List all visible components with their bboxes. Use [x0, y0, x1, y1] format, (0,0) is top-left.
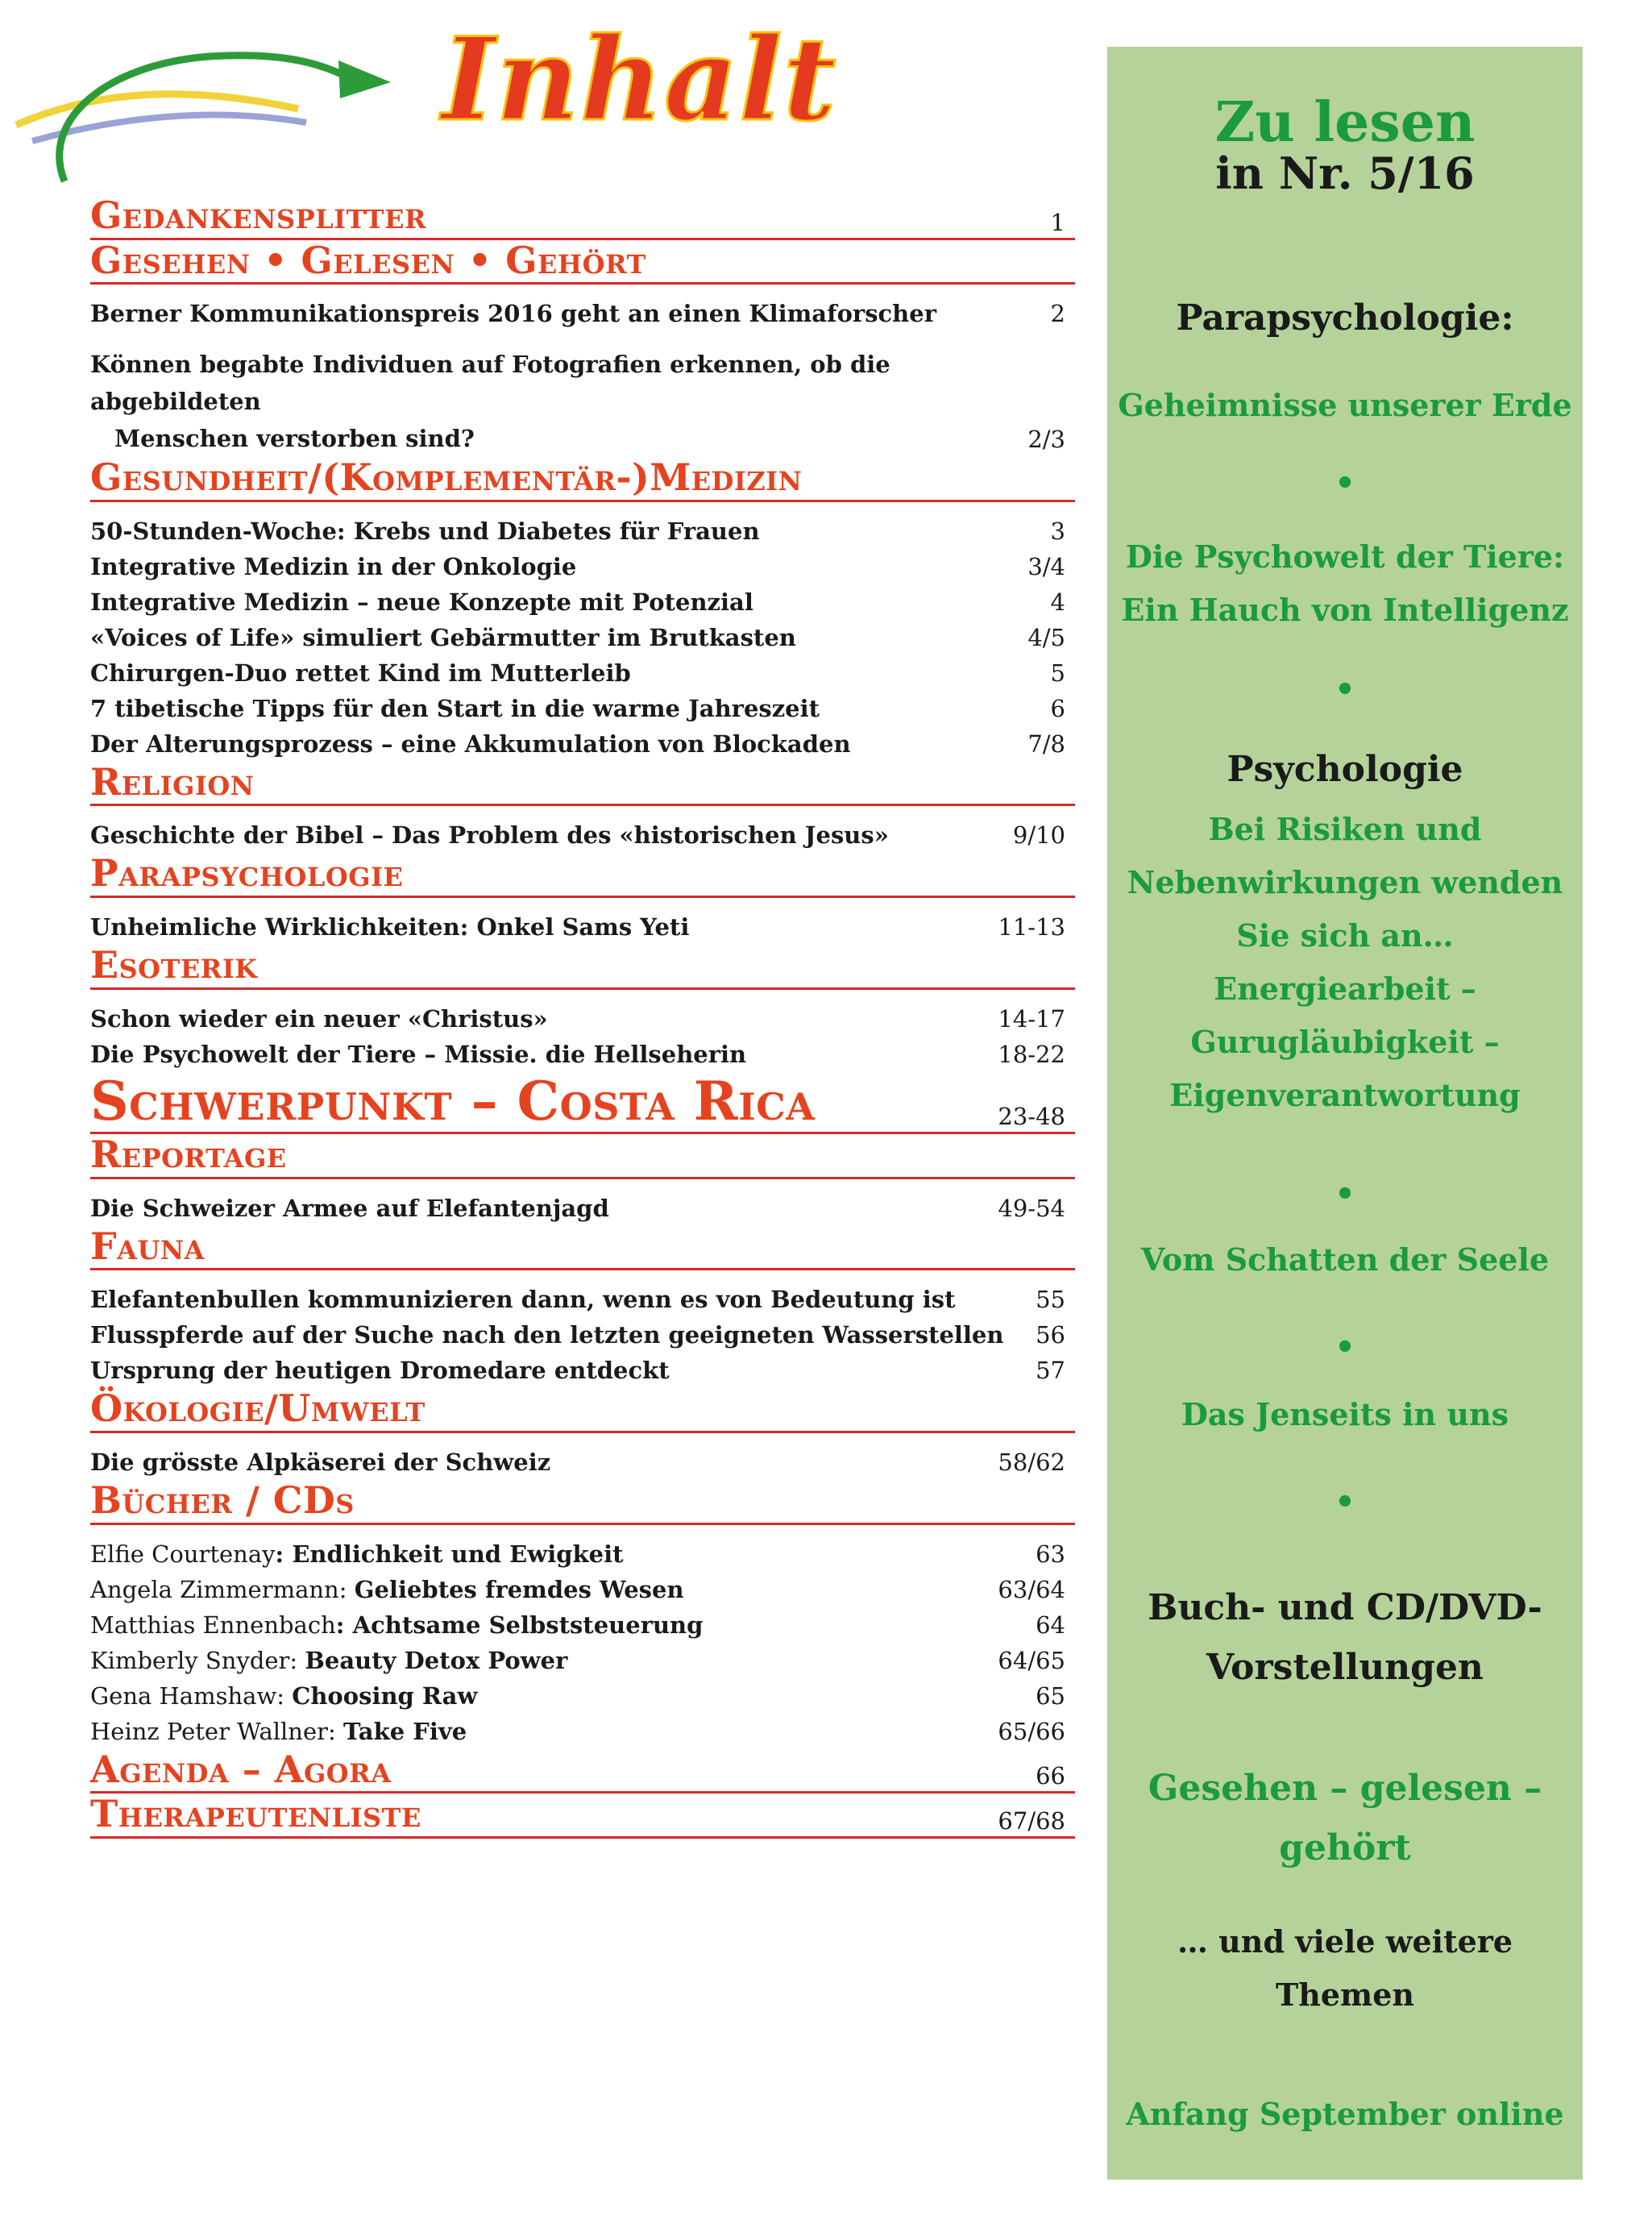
- section-page-number: 67/68: [998, 1806, 1065, 1835]
- entry-page-number: 64/65: [998, 1646, 1065, 1674]
- section-heading: [90, 1794, 1075, 1839]
- sidebar-item: Das Jenseits in uns: [1181, 1396, 1509, 1432]
- sidebar-more: Themen: [1275, 1977, 1415, 2013]
- sidebar-item: Geheimnisse unserer Erde: [1118, 387, 1572, 423]
- section-title: Schwerpunkt – Costa Rica: [90, 1069, 816, 1133]
- section-title: Reportage: [90, 1133, 287, 1177]
- entry-page-number: 58/62: [998, 1448, 1065, 1476]
- sidebar-category-psychologie: Psychologie: [1227, 749, 1463, 790]
- sidebar-item: Gesehen – gelesen –: [1148, 1768, 1542, 1809]
- list-item: [90, 1282, 1075, 1317]
- list-item: [90, 1607, 1075, 1643]
- toc-section: [90, 1388, 1075, 1480]
- entry-title: [90, 1714, 998, 1749]
- entry-text: Ursprung der heutigen Dromedare entdeckt: [90, 1357, 670, 1385]
- entry-text: : Endlichkeit und Ewigkeit: [275, 1540, 624, 1568]
- list-item: [90, 1001, 1075, 1037]
- section-title: Ökologie/Umwelt: [90, 1386, 425, 1431]
- entry-text: Geschichte der Bibel – Das Problem des «historischen Jesus»: [90, 821, 889, 850]
- list-item: [90, 296, 1075, 331]
- entry-title: [90, 1353, 1036, 1388]
- list-item: [90, 1317, 1075, 1353]
- section-title: Fauna: [90, 1224, 205, 1268]
- entry-page-number: 64: [1036, 1611, 1065, 1639]
- sidebar-item: Gurugläubigkeit –: [1190, 1024, 1500, 1060]
- entry-page-number: 63: [1036, 1540, 1065, 1568]
- entry-page-number: 4: [1050, 588, 1065, 616]
- entry-text: : Achtsame Selbststeuerung: [335, 1611, 704, 1639]
- toc-section: [90, 1480, 1075, 1749]
- list-item: [90, 1444, 1075, 1480]
- entry-text: Schon wieder ein neuer «Christus»: [90, 1004, 548, 1033]
- section-title: Therapeutenliste: [90, 1792, 421, 1836]
- entry-page-number: 14-17: [998, 1004, 1065, 1033]
- section-title: Esoterik: [90, 942, 258, 987]
- section-page-number: 66: [1036, 1762, 1065, 1790]
- list-item: [90, 655, 1075, 691]
- entry-page-number: 3/4: [1027, 552, 1065, 580]
- entry-list: [90, 502, 1075, 762]
- entry-page-number: 7/8: [1027, 730, 1065, 758]
- section-heading: [90, 1749, 1075, 1794]
- list-item: [90, 620, 1075, 655]
- list-item: [90, 1572, 1075, 1607]
- sidebar-more: … und viele weitere: [1177, 1923, 1513, 1960]
- entry-page-number: 57: [1036, 1357, 1065, 1385]
- entry-text: Berner Kommunikationspreis 2016 geht an einen Klimaforscher: [90, 300, 936, 328]
- entry-list: [90, 898, 1075, 945]
- entry-page-number: 55: [1036, 1286, 1065, 1314]
- toc-section: [90, 1226, 1075, 1389]
- entry-page-number: 49-54: [998, 1194, 1065, 1222]
- section-heading: [90, 942, 1075, 990]
- swoosh-logo-icon: [8, 32, 395, 185]
- entry-page-number: 63/64: [998, 1575, 1065, 1603]
- entry-page-number: 65: [1036, 1681, 1065, 1710]
- entry-text: Chirurgen-Duo rettet Kind im Mutterleib: [90, 659, 631, 687]
- entry-page-number: 4/5: [1027, 623, 1065, 651]
- entry-title: [90, 346, 1027, 457]
- section-heading: [90, 1069, 1075, 1135]
- toc-section: [90, 942, 1075, 1072]
- sidebar-item: Eigenverantwortung: [1169, 1077, 1521, 1113]
- entry-title: [90, 1536, 1036, 1572]
- entry-page-number: 2/3: [1027, 426, 1065, 454]
- section-title: Agenda – Agora: [90, 1747, 392, 1791]
- entry-author: Gena Hamshaw:: [90, 1681, 293, 1710]
- sidebar-online-note: Anfang September online: [1126, 2096, 1564, 2132]
- entry-title: [90, 1643, 998, 1678]
- section-heading: [90, 759, 1075, 807]
- list-item: [90, 549, 1075, 584]
- table-of-contents: [90, 195, 1075, 1839]
- list-item: [90, 584, 1075, 620]
- section-heading: [90, 240, 1075, 285]
- toc-section: [90, 1069, 1075, 1135]
- section-heading: [90, 1226, 1075, 1271]
- section-title: Gesehen • Gelesen • Gehört: [90, 238, 646, 282]
- sidebar-item: Nebenwirkungen wenden: [1127, 864, 1563, 900]
- entry-text: Die Schweizer Armee auf Elefantenjagd: [90, 1194, 609, 1222]
- page-title: Inhalt: [442, 13, 837, 147]
- preview-sidebar: [1107, 47, 1583, 2180]
- entry-title: [90, 1678, 1036, 1714]
- sidebar-item: Ein Hauch von Intelligenz: [1121, 592, 1569, 628]
- toc-section: [90, 457, 1075, 762]
- entry-text: Integrative Medizin – neue Konzepte mit Potenzial: [90, 588, 753, 616]
- entry-list: [90, 1525, 1075, 1749]
- entry-title: [90, 1191, 998, 1226]
- list-item: [90, 1037, 1075, 1072]
- sidebar-item: Sie sich an…: [1236, 917, 1454, 954]
- section-page-number: 23-48: [998, 1103, 1065, 1131]
- section-heading: [90, 853, 1075, 898]
- entry-title: [90, 620, 1027, 655]
- entry-list: [90, 1270, 1075, 1388]
- section-heading: [90, 195, 1075, 240]
- bullet-icon: •: [1334, 1328, 1355, 1366]
- entry-page-number: 65/66: [998, 1717, 1065, 1745]
- entry-text: Choosing Raw: [292, 1681, 478, 1710]
- entry-text: 50-Stunden-Woche: Krebs und Diabetes für Frauen: [90, 517, 760, 545]
- sidebar-heading: Zu lesen: [1214, 90, 1476, 155]
- entry-page-number: 6: [1050, 694, 1065, 722]
- toc-section: [90, 195, 1075, 240]
- section-title: Bücher / CDs: [90, 1478, 355, 1522]
- entry-title: [90, 296, 1051, 331]
- entry-page-number: 2: [1050, 300, 1065, 328]
- bullet-icon: •: [1334, 1175, 1355, 1213]
- sidebar-category-parapsychologie: Parapsychologie:: [1176, 297, 1514, 339]
- entry-author: Angela Zimmermann:: [90, 1575, 355, 1603]
- entry-title: [90, 513, 1051, 549]
- sidebar-item: Die Psychowelt der Tiere:: [1125, 538, 1565, 575]
- entry-list: [90, 806, 1075, 853]
- sidebar-issue: in Nr. 5/16: [1215, 148, 1475, 199]
- entry-text: Der Alterungsprozess – eine Akkumulation von Blockaden: [90, 730, 851, 758]
- entry-author: Kimberly Snyder:: [90, 1646, 305, 1674]
- section-title: Gesundheit/(Komplementär-)Medizin: [90, 455, 803, 500]
- entry-title: [90, 726, 1027, 762]
- list-item: [90, 691, 1075, 726]
- toc-section: [90, 853, 1075, 945]
- entry-page-number: 9/10: [1012, 821, 1065, 850]
- section-heading: [90, 1480, 1075, 1525]
- entry-title: [90, 1444, 998, 1480]
- entry-title: [90, 584, 1051, 620]
- section-heading: [90, 457, 1075, 502]
- entry-list: [90, 990, 1075, 1072]
- entry-text: Beauty Detox Power: [305, 1646, 568, 1674]
- sidebar-item: Bei Risiken und: [1208, 811, 1482, 847]
- bullet-icon: •: [1334, 1483, 1355, 1521]
- entry-title: [90, 691, 1051, 726]
- entry-text: 7 tibetische Tipps für den Start in die warme Jahreszeit: [90, 694, 820, 722]
- list-item: [90, 513, 1075, 549]
- entry-text: Take Five: [343, 1717, 467, 1745]
- section-title: Parapsychologie: [90, 851, 404, 896]
- page-header: [0, 0, 1096, 202]
- entry-page-number: 3: [1050, 517, 1065, 545]
- entry-title: [90, 1572, 998, 1607]
- list-item: [90, 346, 1075, 457]
- sidebar-item: gehört: [1279, 1827, 1411, 1868]
- entry-author: Heinz Peter Wallner:: [90, 1717, 343, 1745]
- section-heading: [90, 1388, 1075, 1433]
- toc-section: [90, 759, 1075, 854]
- section-page-number: 1: [1050, 208, 1065, 236]
- section-heading: [90, 1134, 1075, 1179]
- entry-title: [90, 1317, 1036, 1353]
- sidebar-category-books: Vorstellungen: [1206, 1647, 1484, 1688]
- list-item: [90, 1536, 1075, 1572]
- list-item: [90, 1353, 1075, 1388]
- entry-text: «Voices of Life» simuliert Gebärmutter im Brutkasten: [90, 623, 796, 651]
- entry-title: [90, 655, 1051, 691]
- sidebar-category-books: Buch- und CD/DVD-: [1148, 1587, 1542, 1628]
- entry-text: Elefantenbullen kommunizieren dann, wenn es von Bedeutung ist: [90, 1286, 956, 1314]
- entry-title: [90, 817, 1013, 853]
- entry-text: Flusspferde auf der Suche nach den letzten geeigneten Wasserstellen: [90, 1321, 1004, 1349]
- bullet-icon: •: [1334, 671, 1355, 709]
- entry-list: [90, 1179, 1075, 1226]
- entry-author: Matthias Ennenbach: [90, 1611, 336, 1639]
- list-item: [90, 1678, 1075, 1714]
- section-title: Gedankensplitter: [90, 193, 427, 237]
- entry-page-number: 56: [1036, 1321, 1065, 1349]
- entry-text: Die grösste Alpkäserei der Schweiz: [90, 1448, 551, 1476]
- entry-page-number: 11-13: [998, 912, 1065, 941]
- entry-page-number: 5: [1050, 659, 1065, 687]
- list-item: [90, 1191, 1075, 1226]
- entry-author: Elfie Courtenay: [90, 1540, 276, 1568]
- entry-list: [90, 285, 1075, 457]
- entry-title: [90, 1037, 998, 1072]
- entry-title: [90, 909, 998, 945]
- entry-title: [90, 549, 1027, 584]
- list-item: [90, 1714, 1075, 1749]
- toc-section: [90, 1794, 1075, 1839]
- entry-text: Können begabte Individuen auf Fotografien erkennen, ob die abgebildeten: [90, 351, 890, 416]
- entry-text: Die Psychowelt der Tiere – Missie. die Hellseherin: [90, 1040, 747, 1068]
- entry-page-number: 18-22: [998, 1040, 1065, 1068]
- entry-text: Geliebtes fremdes Wesen: [354, 1575, 684, 1603]
- toc-section: [90, 240, 1075, 458]
- entry-title: [90, 1001, 998, 1037]
- entry-text: Integrative Medizin in der Onkologie: [90, 552, 577, 580]
- list-item: [90, 726, 1075, 762]
- list-item: [90, 817, 1075, 853]
- entry-title: [90, 1282, 1036, 1317]
- entry-text-continuation: Menschen verstorben sind?: [114, 425, 475, 453]
- entry-text: Unheimliche Wirklichkeiten: Onkel Sams Yeti: [90, 912, 690, 941]
- sidebar-item: Energiearbeit –: [1214, 971, 1476, 1007]
- section-title: Religion: [90, 759, 255, 804]
- list-item: [90, 1643, 1075, 1678]
- entry-list: [90, 1433, 1075, 1480]
- list-item: [90, 909, 1075, 945]
- sidebar-item: Vom Schatten der Seele: [1140, 1241, 1550, 1278]
- toc-section: [90, 1749, 1075, 1794]
- entry-title: [90, 1607, 1036, 1643]
- bullet-icon: •: [1334, 464, 1355, 502]
- toc-section: [90, 1134, 1075, 1226]
